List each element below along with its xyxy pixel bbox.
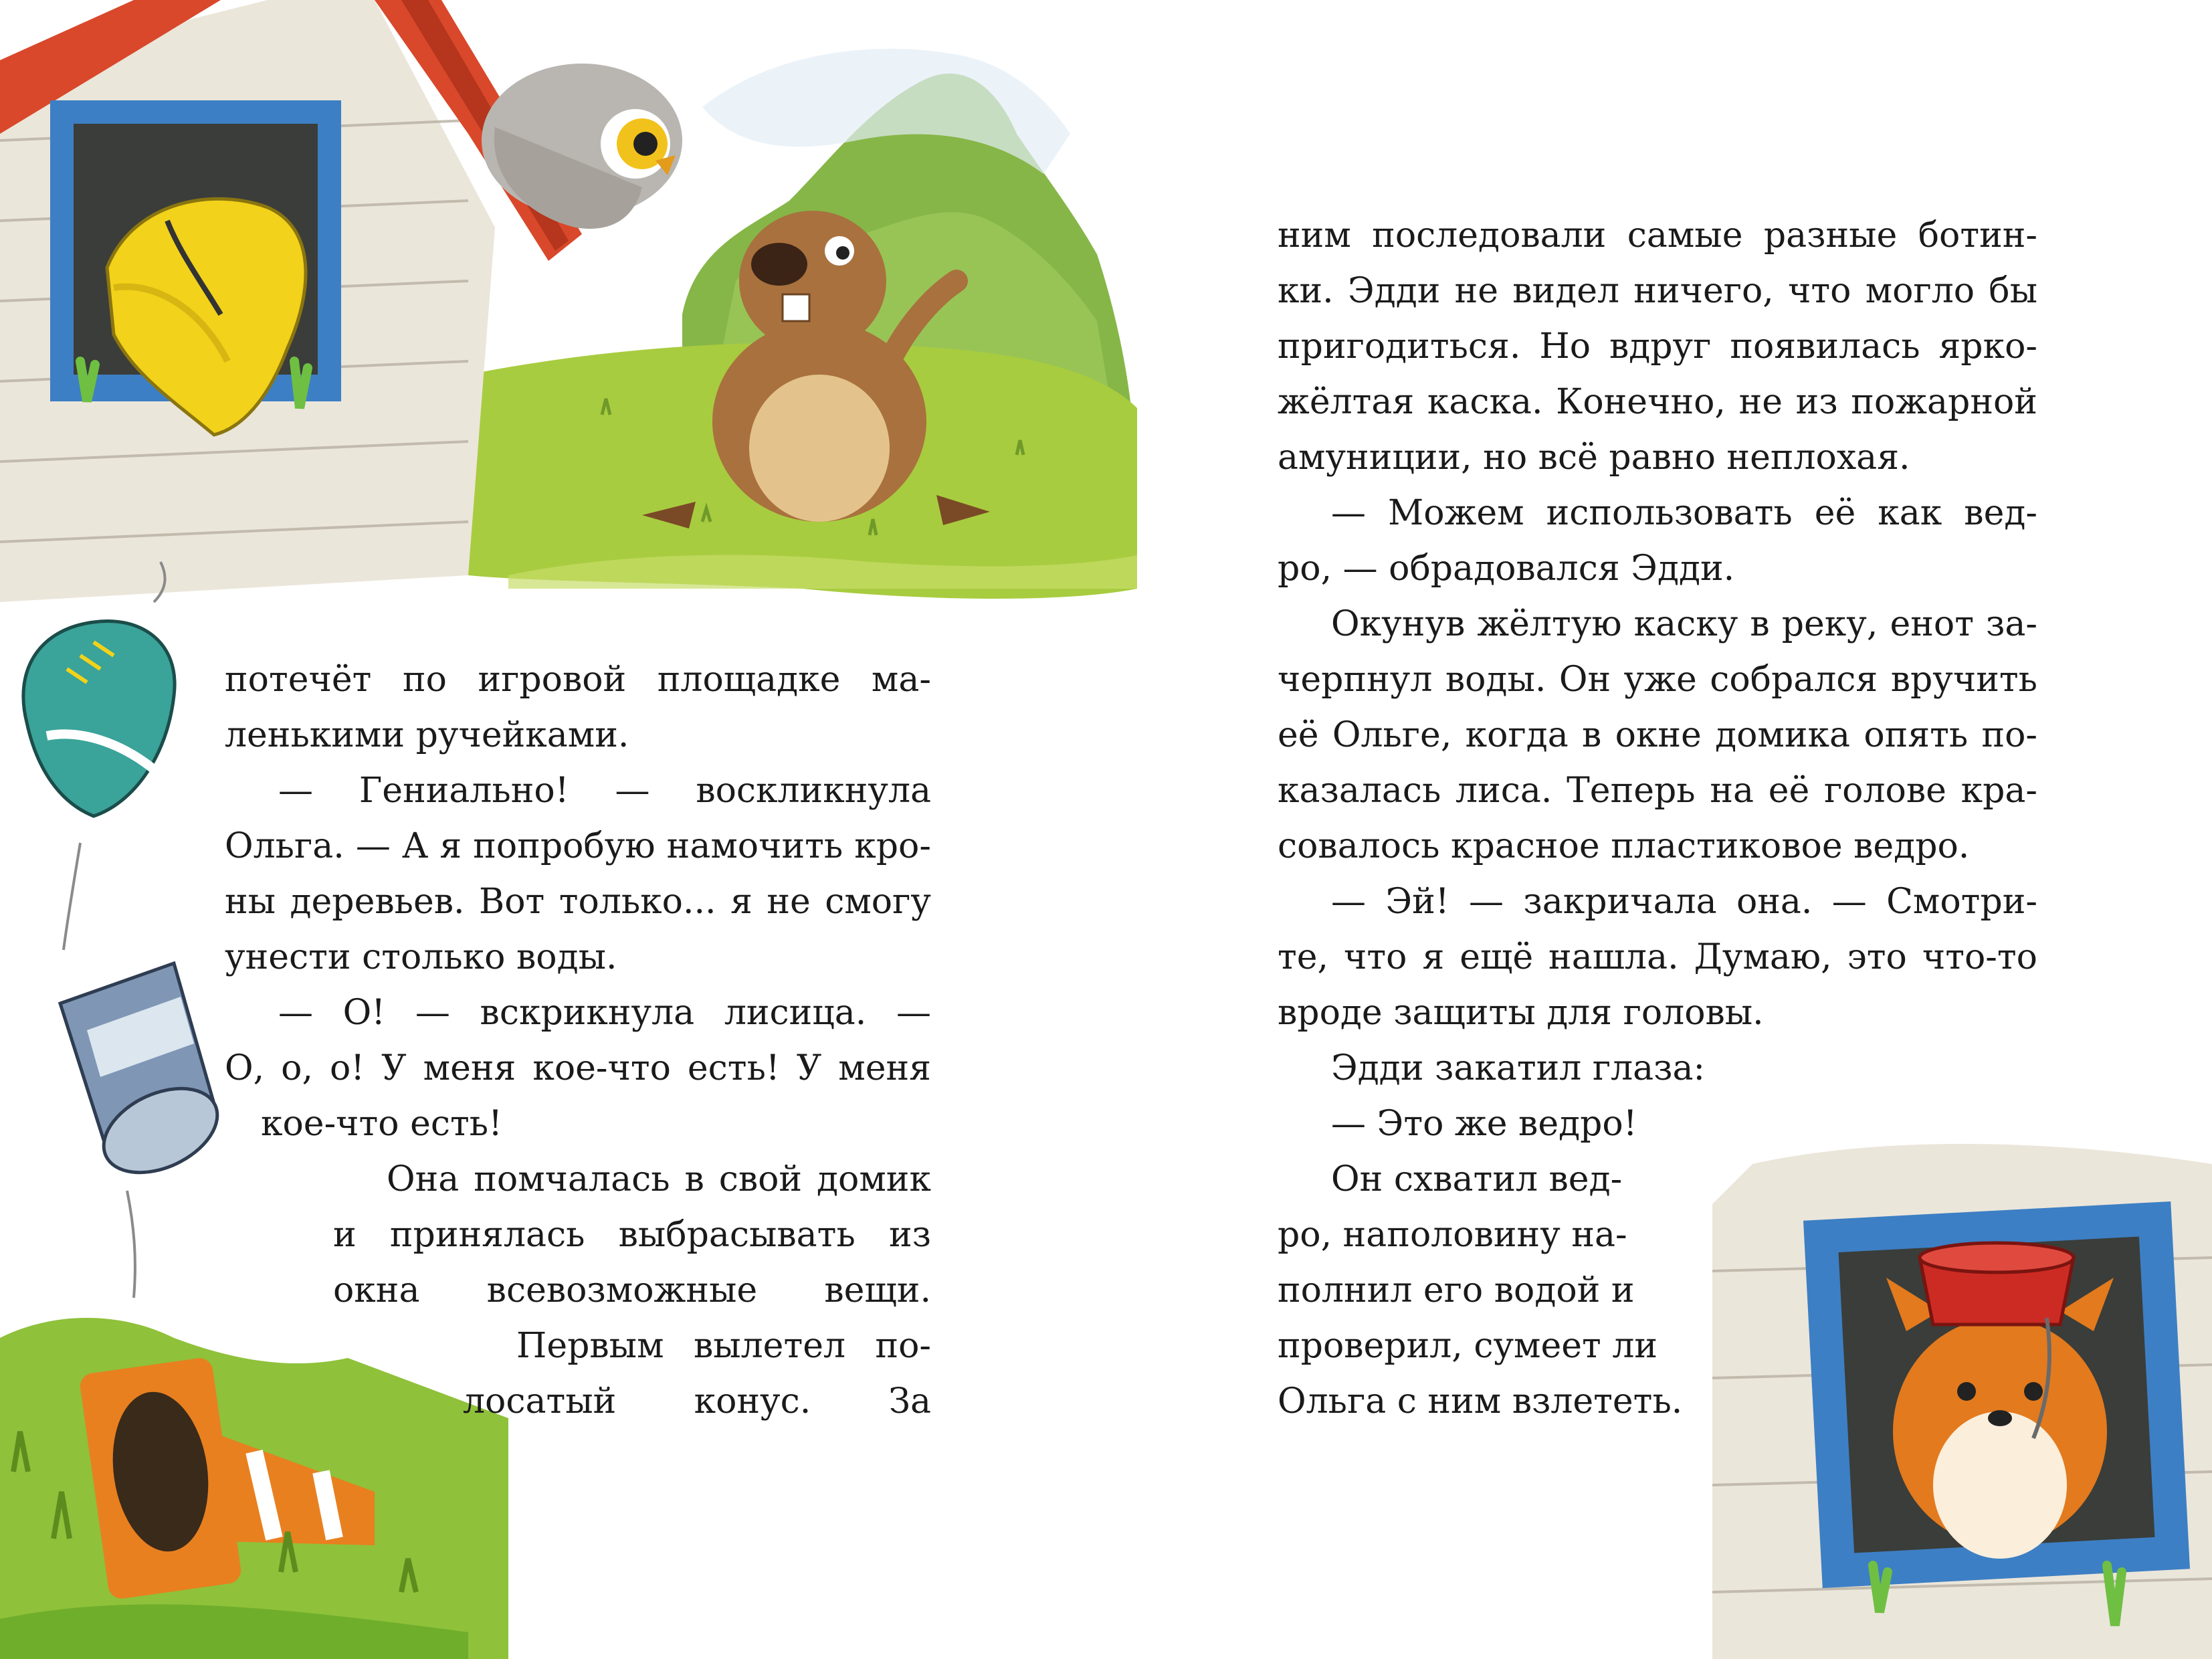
- tin-can: [60, 963, 231, 1189]
- text-line: лосатый конус. За: [463, 1381, 931, 1422]
- text-line: потечёт по игровой площадке ма-: [225, 660, 931, 700]
- text-line: ны деревьев. Вот только... я не смогу: [225, 882, 931, 922]
- text-line: ки. Эдди не видел ничего, что могло бы: [1278, 271, 2037, 311]
- text-line: Ольга. — А я попробую намочить кро-: [225, 826, 931, 866]
- owl: [482, 64, 682, 229]
- text-line: ленькими ручейками.: [225, 715, 629, 755]
- text-line: — О! — вскрикнула лисица. —: [278, 993, 931, 1033]
- text-line: — Эй! — закричала она. — Смотри-: [1331, 882, 2037, 922]
- text-line: О, о, о! У меня кое-что есть! У меня: [225, 1048, 931, 1088]
- text-line: и принялась выбрасывать из: [333, 1215, 931, 1255]
- text-line: — Это же ведро!: [1331, 1104, 1637, 1144]
- right-page-text: [1278, 208, 2037, 1430]
- text-line: Ольга с ним взлететь.: [1278, 1381, 1683, 1422]
- text-line: окна всевозможные вещи.: [333, 1270, 931, 1310]
- text-line: совалось красное пластиковое ведро.: [1278, 826, 1970, 866]
- text-line: полнил его водой и: [1278, 1270, 1635, 1310]
- text-line: амуниции, но всё равно неплохая.: [1278, 437, 1910, 478]
- text-line: черпнул воды. Он уже собрался вручить: [1278, 660, 2037, 700]
- text-line: Он схватил вед-: [1331, 1159, 1623, 1199]
- text-line: жёлтая каска. Конечно, не из пожарной: [1278, 382, 2037, 422]
- text-line: пригодиться. Но вдруг появилась ярко-: [1278, 326, 2037, 367]
- text-line: — Гениально! — воскликнула: [278, 771, 931, 811]
- text-line: Первым вылетел по-: [516, 1326, 931, 1366]
- text-line: унести столько воды.: [225, 937, 617, 977]
- text-line: кое-что есть!: [261, 1104, 503, 1144]
- text-line: Она помчалась в свой домик: [387, 1159, 931, 1199]
- text-line: казалась лиса. Теперь на её голове кра-: [1278, 771, 2037, 811]
- text-line: её Ольге, когда в окне домика опять по-: [1278, 715, 2037, 755]
- text-line: ро, — обрадовался Эдди.: [1278, 549, 1735, 589]
- sneaker: [23, 621, 175, 816]
- text-line: проверил, сумеет ли: [1278, 1326, 1658, 1366]
- text-line: — Можем использовать её как вед-: [1331, 493, 2037, 533]
- text-line: ро, наполовину на-: [1278, 1215, 1627, 1255]
- text-line: Эдди закатил глаза:: [1331, 1048, 1706, 1088]
- text-line: те, что я ещё нашла. Думаю, это что-то: [1278, 937, 2037, 977]
- text-line: вроде защиты для головы.: [1278, 993, 1764, 1033]
- text-line: Окунув жёлтую каску в реку, енот за-: [1331, 604, 2037, 644]
- text-line: ним последовали самые разные ботин-: [1278, 215, 2037, 256]
- left-page-text: [225, 652, 931, 1430]
